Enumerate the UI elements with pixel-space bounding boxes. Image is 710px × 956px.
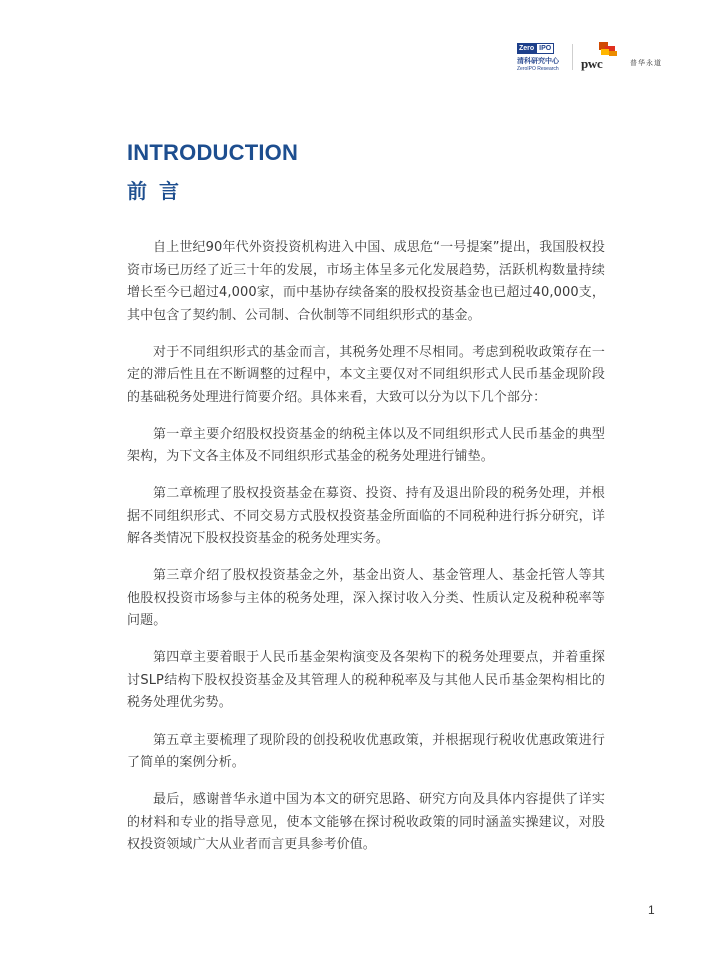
intro-paragraph-6: 第四章主要着眼于人民币基金架构演变及各架构下的税务处理要点，并着重探讨SLP结构下股权投资基金及其管理人的税种税率及与其他人民币基金架构相比的税务处理优劣势。 [127,650,605,711]
intro-paragraph-7: 第五章主要梳理了现阶段的创投税收优惠政策，并根据现行税收优惠政策进行了简单的案例分析。 [127,732,605,771]
zeroipo-badge-right: IPO [536,43,554,54]
intro-paragraph-5: 第三章介绍了股权投资基金之外，基金出资人、基金管理人、基金托管人等其他股权投资市场参与主体的税务处理，深入探讨收入分类、性质认定及税种税率等问题。 [127,568,605,629]
page-number: 1 [648,903,655,917]
intro-paragraph-2: 对于不同组织形式的基金而言，其税务处理不尽相同。考虑到税收政策存在一定的滞后性且在不断调整的过程中，本文主要仅对不同组织形式人民币基金现阶段的基础税务处理进行简要介绍。具体来看，大致可以分为以下几个部分： [127,344,605,405]
page-title-cn: 前言 [127,179,191,203]
logo-divider [572,44,573,70]
pwc-mark-block-4 [609,51,617,56]
pwc-name-cn: 普华永道 [630,59,662,67]
pwc-mark-block-3 [601,49,609,55]
intro-paragraph-3: 第一章主要介绍股权投资基金的纳税主体以及不同组织形式人民币基金的典型架构，为下文各主体及不同组织形式基金的税务处理进行铺垫。 [127,426,605,465]
intro-body [127,237,605,871]
pwc-wordmark: pwc [581,56,603,71]
zeroipo-name-cn: 清科研究中心 [517,57,559,65]
zeroipo-name-en: ZeroIPO Research [517,66,559,72]
intro-paragraph-4: 第二章梳理了股权投资基金在募资、投资、持有及退出阶段的税务处理，并根据不同组织形式、不同交易方式股权投资基金所面临的不同税种进行拆分研究，详解各类情况下股权投资基金的税务处理实务。 [127,486,605,547]
page-title-en: INTRODUCTION [127,140,299,165]
intro-paragraph-8: 最后，感谢普华永道中国为本文的研究思路、研究方向及具体内容提供了详实的材料和专业的指导意见，使本文能够在探讨税收政策的同时涵盖实操建议，对股权投资领域广大从业者而言更具参考价值。 [127,792,605,853]
intro-paragraph-1: 自上世纪90年代外资投资机构进入中国、成思危“一号提案”提出，我国股权投资市场已历经了近三十年的发展，市场主体呈多元化发展趋势，活跃机构数量持续增长至今已超过4,000家，而中基协存续备案的股权投资基金也已超过40,000支，其中包含了契约制、公司制、合伙制等不同组织形式的基金。 [127,240,605,323]
zeroipo-badge [517,43,563,54]
zeroipo-badge-left: Zero [519,45,535,52]
zeroipo-logo [517,43,563,72]
